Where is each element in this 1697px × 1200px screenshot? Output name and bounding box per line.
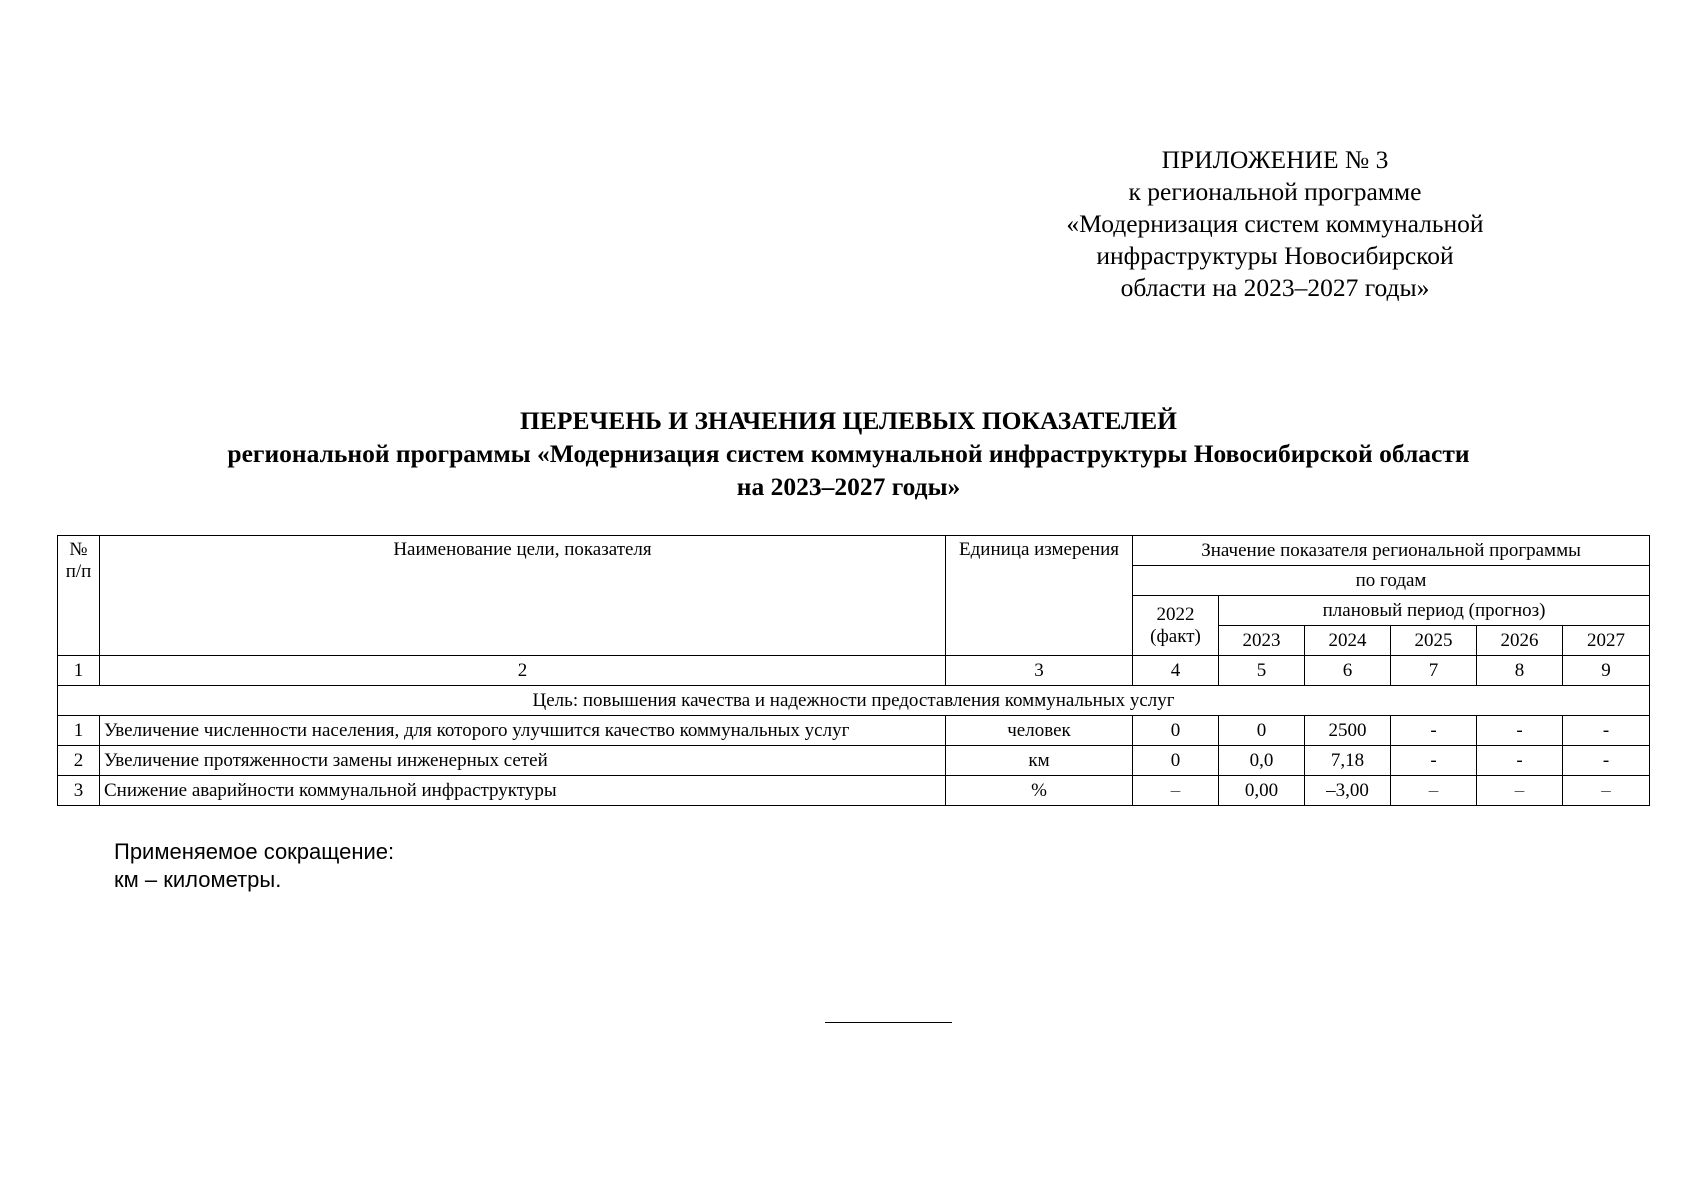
header-plan-period: плановый период (прогноз) — [1219, 596, 1650, 626]
column-number-row — [58, 656, 1650, 686]
row-value: 2500 — [1305, 716, 1391, 746]
note-heading: Применяемое сокращение: — [114, 839, 395, 864]
table-row — [58, 776, 1650, 806]
row-value: –3,00 — [1305, 776, 1391, 806]
row-value: - — [1563, 716, 1650, 746]
row-value: 0,0 — [1219, 746, 1305, 776]
table-row — [58, 746, 1650, 776]
row-value: - — [1477, 716, 1563, 746]
note-abbreviation: км – километры. — [114, 867, 282, 892]
row-value: 0 — [1133, 746, 1219, 776]
column-number: 2 — [100, 656, 946, 686]
row-value: 0 — [1133, 716, 1219, 746]
table-row — [58, 716, 1650, 746]
row-unit: человек — [946, 716, 1133, 746]
appendix-program-name-2: инфраструктуры Новосибирской — [1096, 241, 1454, 270]
header-values: Значение показателя региональной программы — [1133, 536, 1650, 566]
appendix-number: ПРИЛОЖЕНИЕ № 3 — [1161, 145, 1389, 174]
title-line-2: региональной программы «Модернизация систем коммунальной инфраструктуры Новосибирской области — [227, 439, 1470, 468]
header-year: 2025 — [1391, 626, 1477, 656]
column-number: 9 — [1563, 656, 1650, 686]
header-year: 2026 — [1477, 626, 1563, 656]
header-num — [58, 536, 100, 656]
row-value: - — [1563, 746, 1650, 776]
appendix-program-name-1: «Модернизация систем коммунальной — [1066, 209, 1484, 238]
column-number: 4 — [1133, 656, 1219, 686]
header-fact-year: 2022 — [1156, 603, 1195, 625]
header-year: 2027 — [1563, 626, 1650, 656]
abbreviations-note — [114, 838, 394, 894]
row-value: – — [1391, 776, 1477, 806]
row-value: - — [1391, 716, 1477, 746]
column-number: 6 — [1305, 656, 1391, 686]
goal-text: Цель: повышения качества и надежности предоставления коммунальных услуг — [58, 686, 1650, 716]
row-value: – — [1133, 776, 1219, 806]
row-indicator-name: Увеличение численности населения, для которого улучшится качество коммунальных услуг — [100, 716, 946, 746]
row-value: 0,00 — [1219, 776, 1305, 806]
end-divider — [825, 1022, 952, 1023]
row-value: – — [1477, 776, 1563, 806]
row-value: - — [1477, 746, 1563, 776]
goal-row — [58, 686, 1650, 716]
appendix-block — [1060, 144, 1490, 304]
header-num-line-2: п/п — [65, 561, 92, 582]
header-unit: Единица измерения — [946, 536, 1133, 656]
row-value: 7,18 — [1305, 746, 1391, 776]
column-number: 7 — [1391, 656, 1477, 686]
column-number: 1 — [58, 656, 100, 686]
row-value: 0 — [1219, 716, 1305, 746]
column-number: 8 — [1477, 656, 1563, 686]
appendix-reference: к региональной программе — [1128, 177, 1422, 206]
row-unit: км — [946, 746, 1133, 776]
header-fact-label: (факт) — [1150, 625, 1201, 647]
header-fact — [1133, 596, 1219, 656]
header-by-years: по годам — [1133, 566, 1650, 596]
row-num: 2 — [58, 746, 100, 776]
header-num-line-1: № — [69, 539, 88, 560]
column-number: 5 — [1219, 656, 1305, 686]
row-num: 3 — [58, 776, 100, 806]
header-year: 2023 — [1219, 626, 1305, 656]
title-line-3: на 2023–2027 годы» — [736, 472, 961, 501]
document-title — [0, 404, 1697, 503]
column-number: 3 — [946, 656, 1133, 686]
row-num: 1 — [58, 716, 100, 746]
indicators-table — [57, 535, 1650, 806]
row-indicator-name: Снижение аварийности коммунальной инфраструктуры — [100, 776, 946, 806]
row-unit: % — [946, 776, 1133, 806]
row-value: – — [1563, 776, 1650, 806]
header-row-1 — [58, 536, 1650, 566]
header-year: 2024 — [1305, 626, 1391, 656]
header-name: Наименование цели, показателя — [100, 536, 946, 656]
row-value: - — [1391, 746, 1477, 776]
title-line-1: ПЕРЕЧЕНЬ И ЗНАЧЕНИЯ ЦЕЛЕВЫХ ПОКАЗАТЕЛЕЙ — [520, 406, 1177, 435]
row-indicator-name: Увеличение протяженности замены инженерных сетей — [100, 746, 946, 776]
appendix-program-name-3: области на 2023–2027 годы» — [1120, 273, 1430, 302]
